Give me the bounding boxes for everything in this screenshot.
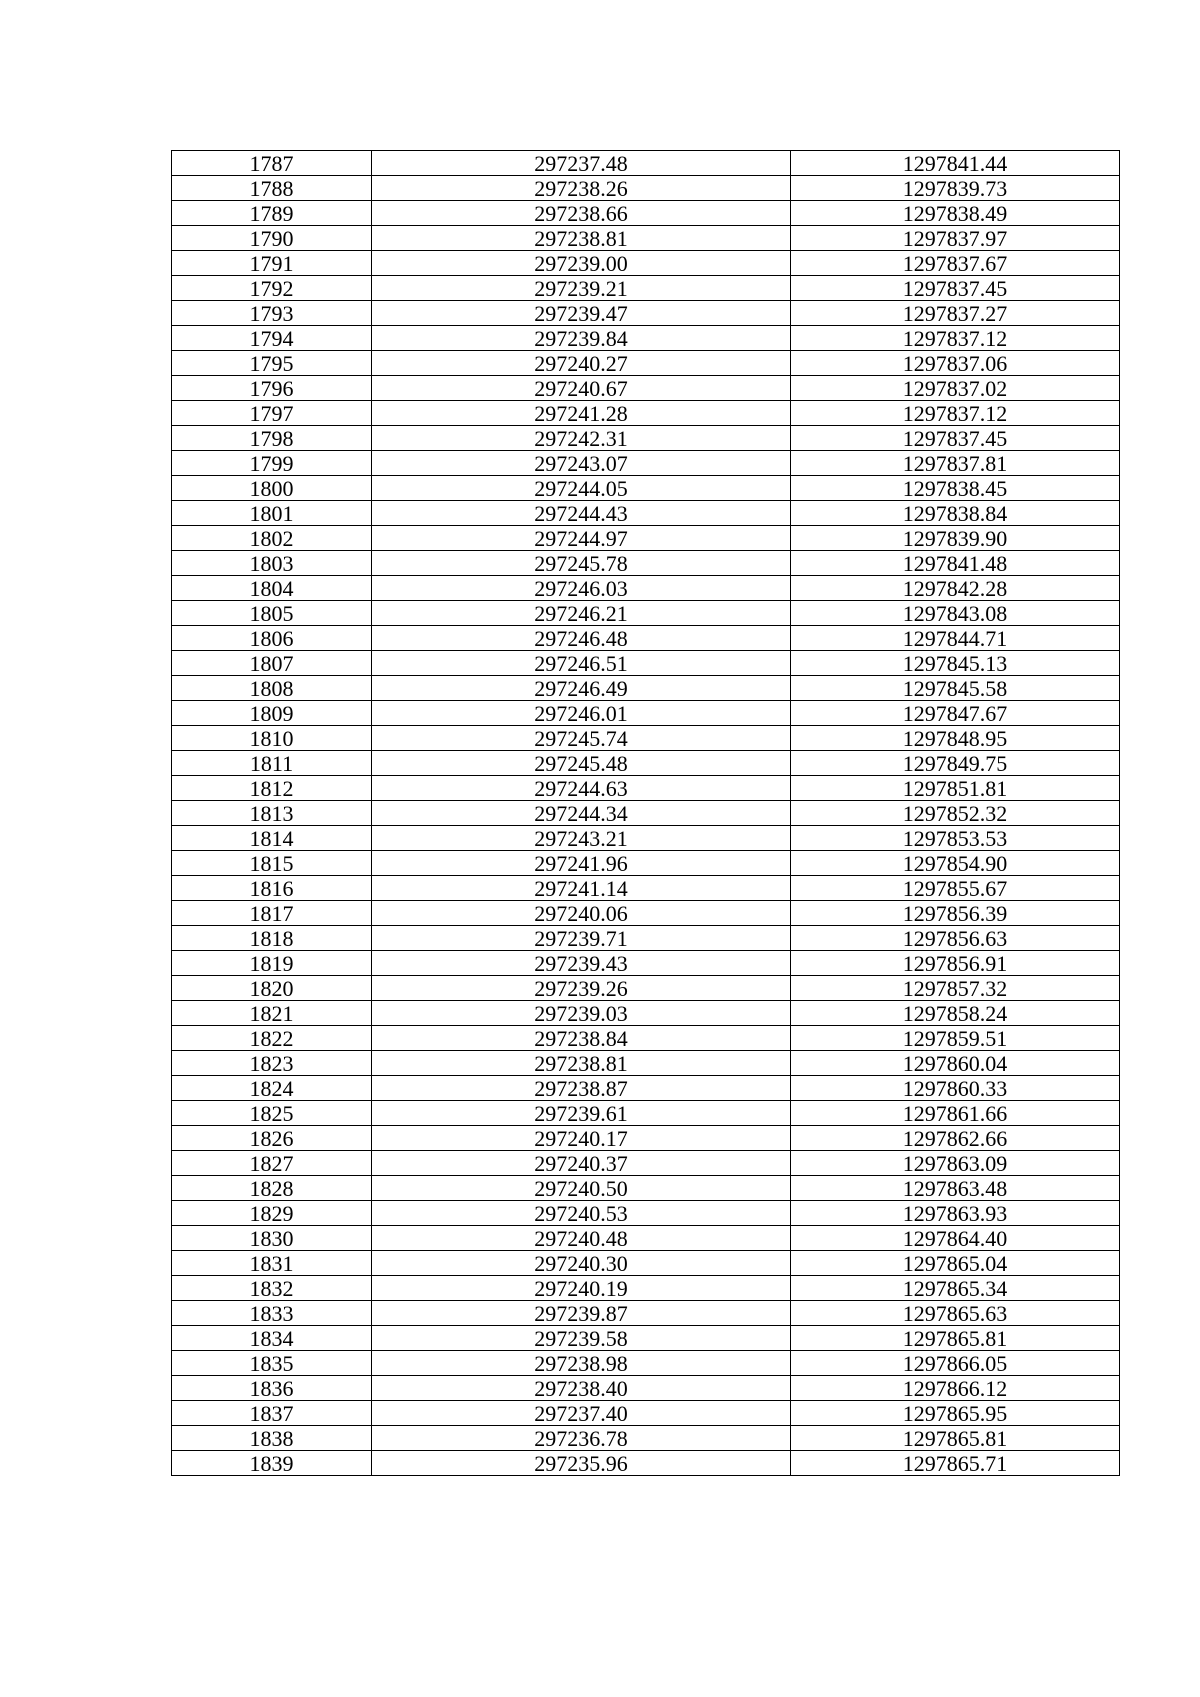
point-number-cell: 1791 xyxy=(172,251,372,276)
point-number-cell: 1789 xyxy=(172,201,372,226)
x-coordinate-cell: 297240.19 xyxy=(372,1276,791,1301)
x-coordinate-cell: 297238.98 xyxy=(372,1351,791,1376)
x-coordinate-cell: 297239.26 xyxy=(372,976,791,1001)
y-coordinate-cell: 1297856.39 xyxy=(791,901,1120,926)
table-row xyxy=(172,426,1120,451)
y-coordinate-cell: 1297845.58 xyxy=(791,676,1120,701)
table-row xyxy=(172,351,1120,376)
y-coordinate-cell: 1297841.44 xyxy=(791,151,1120,176)
y-coordinate-cell: 1297841.48 xyxy=(791,551,1120,576)
table-row xyxy=(172,326,1120,351)
point-number-cell: 1801 xyxy=(172,501,372,526)
x-coordinate-cell: 297244.34 xyxy=(372,801,791,826)
point-number-cell: 1787 xyxy=(172,151,372,176)
y-coordinate-cell: 1297837.02 xyxy=(791,376,1120,401)
point-number-cell: 1837 xyxy=(172,1401,372,1426)
coordinate-table xyxy=(171,150,1120,1476)
table-row xyxy=(172,751,1120,776)
y-coordinate-cell: 1297865.04 xyxy=(791,1251,1120,1276)
table-row xyxy=(172,826,1120,851)
y-coordinate-cell: 1297837.45 xyxy=(791,426,1120,451)
point-number-cell: 1802 xyxy=(172,526,372,551)
y-coordinate-cell: 1297838.49 xyxy=(791,201,1120,226)
x-coordinate-cell: 297240.27 xyxy=(372,351,791,376)
y-coordinate-cell: 1297849.75 xyxy=(791,751,1120,776)
point-number-cell: 1816 xyxy=(172,876,372,901)
table-row xyxy=(172,1076,1120,1101)
table-row xyxy=(172,876,1120,901)
y-coordinate-cell: 1297838.45 xyxy=(791,476,1120,501)
x-coordinate-cell: 297245.78 xyxy=(372,551,791,576)
point-number-cell: 1825 xyxy=(172,1101,372,1126)
y-coordinate-cell: 1297837.67 xyxy=(791,251,1120,276)
point-number-cell: 1811 xyxy=(172,751,372,776)
y-coordinate-cell: 1297863.48 xyxy=(791,1176,1120,1201)
x-coordinate-cell: 297246.01 xyxy=(372,701,791,726)
x-coordinate-cell: 297240.06 xyxy=(372,901,791,926)
x-coordinate-cell: 297240.50 xyxy=(372,1176,791,1201)
table-row xyxy=(172,601,1120,626)
point-number-cell: 1823 xyxy=(172,1051,372,1076)
table-row xyxy=(172,576,1120,601)
y-coordinate-cell: 1297865.81 xyxy=(791,1326,1120,1351)
table-row xyxy=(172,526,1120,551)
table-row xyxy=(172,1226,1120,1251)
table-row xyxy=(172,276,1120,301)
table-row xyxy=(172,701,1120,726)
point-number-cell: 1814 xyxy=(172,826,372,851)
x-coordinate-cell: 297238.87 xyxy=(372,1076,791,1101)
point-number-cell: 1818 xyxy=(172,926,372,951)
x-coordinate-cell: 297237.48 xyxy=(372,151,791,176)
x-coordinate-cell: 297240.53 xyxy=(372,1201,791,1226)
point-number-cell: 1793 xyxy=(172,301,372,326)
x-coordinate-cell: 297244.05 xyxy=(372,476,791,501)
table-row xyxy=(172,1151,1120,1176)
point-number-cell: 1832 xyxy=(172,1276,372,1301)
y-coordinate-cell: 1297837.12 xyxy=(791,401,1120,426)
table-row xyxy=(172,776,1120,801)
y-coordinate-cell: 1297837.12 xyxy=(791,326,1120,351)
y-coordinate-cell: 1297858.24 xyxy=(791,1001,1120,1026)
table-row xyxy=(172,801,1120,826)
y-coordinate-cell: 1297853.53 xyxy=(791,826,1120,851)
point-number-cell: 1804 xyxy=(172,576,372,601)
point-number-cell: 1792 xyxy=(172,276,372,301)
table-row xyxy=(172,1001,1120,1026)
point-number-cell: 1809 xyxy=(172,701,372,726)
y-coordinate-cell: 1297847.67 xyxy=(791,701,1120,726)
x-coordinate-cell: 297239.43 xyxy=(372,951,791,976)
point-number-cell: 1796 xyxy=(172,376,372,401)
point-number-cell: 1810 xyxy=(172,726,372,751)
point-number-cell: 1822 xyxy=(172,1026,372,1051)
table-row xyxy=(172,976,1120,1001)
x-coordinate-cell: 297245.74 xyxy=(372,726,791,751)
point-number-cell: 1788 xyxy=(172,176,372,201)
point-number-cell: 1797 xyxy=(172,401,372,426)
table-row xyxy=(172,201,1120,226)
y-coordinate-cell: 1297859.51 xyxy=(791,1026,1120,1051)
point-number-cell: 1831 xyxy=(172,1251,372,1276)
x-coordinate-cell: 297236.78 xyxy=(372,1426,791,1451)
table-row xyxy=(172,626,1120,651)
table-row xyxy=(172,301,1120,326)
x-coordinate-cell: 297240.17 xyxy=(372,1126,791,1151)
table-row xyxy=(172,1376,1120,1401)
table-row xyxy=(172,1426,1120,1451)
y-coordinate-cell: 1297862.66 xyxy=(791,1126,1120,1151)
y-coordinate-cell: 1297848.95 xyxy=(791,726,1120,751)
y-coordinate-cell: 1297839.73 xyxy=(791,176,1120,201)
table-row xyxy=(172,1351,1120,1376)
point-number-cell: 1829 xyxy=(172,1201,372,1226)
point-number-cell: 1806 xyxy=(172,626,372,651)
y-coordinate-cell: 1297837.45 xyxy=(791,276,1120,301)
table-row xyxy=(172,1176,1120,1201)
point-number-cell: 1833 xyxy=(172,1301,372,1326)
table-row xyxy=(172,951,1120,976)
point-number-cell: 1795 xyxy=(172,351,372,376)
table-row xyxy=(172,151,1120,176)
x-coordinate-cell: 297238.81 xyxy=(372,226,791,251)
x-coordinate-cell: 297243.21 xyxy=(372,826,791,851)
table-row xyxy=(172,501,1120,526)
y-coordinate-cell: 1297837.97 xyxy=(791,226,1120,251)
point-number-cell: 1827 xyxy=(172,1151,372,1176)
x-coordinate-cell: 297239.47 xyxy=(372,301,791,326)
x-coordinate-cell: 297239.00 xyxy=(372,251,791,276)
x-coordinate-cell: 297242.31 xyxy=(372,426,791,451)
x-coordinate-cell: 297246.51 xyxy=(372,651,791,676)
table-row xyxy=(172,1301,1120,1326)
y-coordinate-cell: 1297865.81 xyxy=(791,1426,1120,1451)
y-coordinate-cell: 1297863.09 xyxy=(791,1151,1120,1176)
point-number-cell: 1803 xyxy=(172,551,372,576)
x-coordinate-cell: 297244.97 xyxy=(372,526,791,551)
table-row xyxy=(172,376,1120,401)
x-coordinate-cell: 297243.07 xyxy=(372,451,791,476)
point-number-cell: 1813 xyxy=(172,801,372,826)
x-coordinate-cell: 297246.48 xyxy=(372,626,791,651)
point-number-cell: 1808 xyxy=(172,676,372,701)
x-coordinate-cell: 297239.87 xyxy=(372,1301,791,1326)
y-coordinate-cell: 1297866.05 xyxy=(791,1351,1120,1376)
x-coordinate-cell: 297238.66 xyxy=(372,201,791,226)
y-coordinate-cell: 1297854.90 xyxy=(791,851,1120,876)
table-row xyxy=(172,1276,1120,1301)
table-row xyxy=(172,226,1120,251)
x-coordinate-cell: 297239.61 xyxy=(372,1101,791,1126)
table-row xyxy=(172,851,1120,876)
x-coordinate-cell: 297238.84 xyxy=(372,1026,791,1051)
x-coordinate-cell: 297240.48 xyxy=(372,1226,791,1251)
y-coordinate-cell: 1297860.33 xyxy=(791,1076,1120,1101)
x-coordinate-cell: 297238.40 xyxy=(372,1376,791,1401)
point-number-cell: 1835 xyxy=(172,1351,372,1376)
table-row xyxy=(172,251,1120,276)
table-row xyxy=(172,1201,1120,1226)
y-coordinate-cell: 1297844.71 xyxy=(791,626,1120,651)
point-number-cell: 1824 xyxy=(172,1076,372,1101)
y-coordinate-cell: 1297843.08 xyxy=(791,601,1120,626)
point-number-cell: 1812 xyxy=(172,776,372,801)
point-number-cell: 1798 xyxy=(172,426,372,451)
point-number-cell: 1799 xyxy=(172,451,372,476)
y-coordinate-cell: 1297837.27 xyxy=(791,301,1120,326)
y-coordinate-cell: 1297852.32 xyxy=(791,801,1120,826)
table-row xyxy=(172,451,1120,476)
x-coordinate-cell: 297239.71 xyxy=(372,926,791,951)
point-number-cell: 1834 xyxy=(172,1326,372,1351)
table-row xyxy=(172,1101,1120,1126)
point-number-cell: 1838 xyxy=(172,1426,372,1451)
x-coordinate-cell: 297239.84 xyxy=(372,326,791,351)
y-coordinate-cell: 1297865.95 xyxy=(791,1401,1120,1426)
point-number-cell: 1805 xyxy=(172,601,372,626)
y-coordinate-cell: 1297855.67 xyxy=(791,876,1120,901)
point-number-cell: 1819 xyxy=(172,951,372,976)
x-coordinate-cell: 297239.03 xyxy=(372,1001,791,1026)
table-row xyxy=(172,1051,1120,1076)
point-number-cell: 1821 xyxy=(172,1001,372,1026)
table-row xyxy=(172,726,1120,751)
y-coordinate-cell: 1297861.66 xyxy=(791,1101,1120,1126)
y-coordinate-cell: 1297864.40 xyxy=(791,1226,1120,1251)
x-coordinate-cell: 297240.30 xyxy=(372,1251,791,1276)
table-row xyxy=(172,1251,1120,1276)
point-number-cell: 1817 xyxy=(172,901,372,926)
x-coordinate-cell: 297245.48 xyxy=(372,751,791,776)
x-coordinate-cell: 297238.26 xyxy=(372,176,791,201)
point-number-cell: 1815 xyxy=(172,851,372,876)
x-coordinate-cell: 297235.96 xyxy=(372,1451,791,1476)
x-coordinate-cell: 297241.14 xyxy=(372,876,791,901)
table-row xyxy=(172,1026,1120,1051)
y-coordinate-cell: 1297837.06 xyxy=(791,351,1120,376)
table-row xyxy=(172,476,1120,501)
y-coordinate-cell: 1297839.90 xyxy=(791,526,1120,551)
x-coordinate-cell: 297241.96 xyxy=(372,851,791,876)
table-row xyxy=(172,401,1120,426)
y-coordinate-cell: 1297856.63 xyxy=(791,926,1120,951)
coordinate-table-body xyxy=(172,151,1120,1476)
table-row xyxy=(172,1451,1120,1476)
point-number-cell: 1800 xyxy=(172,476,372,501)
point-number-cell: 1828 xyxy=(172,1176,372,1201)
point-number-cell: 1839 xyxy=(172,1451,372,1476)
table-row xyxy=(172,1401,1120,1426)
y-coordinate-cell: 1297863.93 xyxy=(791,1201,1120,1226)
point-number-cell: 1836 xyxy=(172,1376,372,1401)
point-number-cell: 1830 xyxy=(172,1226,372,1251)
point-number-cell: 1820 xyxy=(172,976,372,1001)
y-coordinate-cell: 1297856.91 xyxy=(791,951,1120,976)
x-coordinate-cell: 297246.21 xyxy=(372,601,791,626)
point-number-cell: 1790 xyxy=(172,226,372,251)
table-row xyxy=(172,676,1120,701)
y-coordinate-cell: 1297857.32 xyxy=(791,976,1120,1001)
table-row xyxy=(172,926,1120,951)
point-number-cell: 1794 xyxy=(172,326,372,351)
table-row xyxy=(172,176,1120,201)
x-coordinate-cell: 297240.37 xyxy=(372,1151,791,1176)
table-row xyxy=(172,551,1120,576)
table-row xyxy=(172,1326,1120,1351)
x-coordinate-cell: 297239.21 xyxy=(372,276,791,301)
x-coordinate-cell: 297244.43 xyxy=(372,501,791,526)
x-coordinate-cell: 297244.63 xyxy=(372,776,791,801)
y-coordinate-cell: 1297865.63 xyxy=(791,1301,1120,1326)
y-coordinate-cell: 1297837.81 xyxy=(791,451,1120,476)
x-coordinate-cell: 297238.81 xyxy=(372,1051,791,1076)
table-row xyxy=(172,651,1120,676)
table-row xyxy=(172,1126,1120,1151)
x-coordinate-cell: 297240.67 xyxy=(372,376,791,401)
x-coordinate-cell: 297246.49 xyxy=(372,676,791,701)
point-number-cell: 1826 xyxy=(172,1126,372,1151)
y-coordinate-cell: 1297842.28 xyxy=(791,576,1120,601)
x-coordinate-cell: 297239.58 xyxy=(372,1326,791,1351)
y-coordinate-cell: 1297845.13 xyxy=(791,651,1120,676)
y-coordinate-cell: 1297851.81 xyxy=(791,776,1120,801)
y-coordinate-cell: 1297860.04 xyxy=(791,1051,1120,1076)
x-coordinate-cell: 297246.03 xyxy=(372,576,791,601)
y-coordinate-cell: 1297838.84 xyxy=(791,501,1120,526)
y-coordinate-cell: 1297866.12 xyxy=(791,1376,1120,1401)
x-coordinate-cell: 297237.40 xyxy=(372,1401,791,1426)
table-row xyxy=(172,901,1120,926)
y-coordinate-cell: 1297865.34 xyxy=(791,1276,1120,1301)
x-coordinate-cell: 297241.28 xyxy=(372,401,791,426)
point-number-cell: 1807 xyxy=(172,651,372,676)
y-coordinate-cell: 1297865.71 xyxy=(791,1451,1120,1476)
